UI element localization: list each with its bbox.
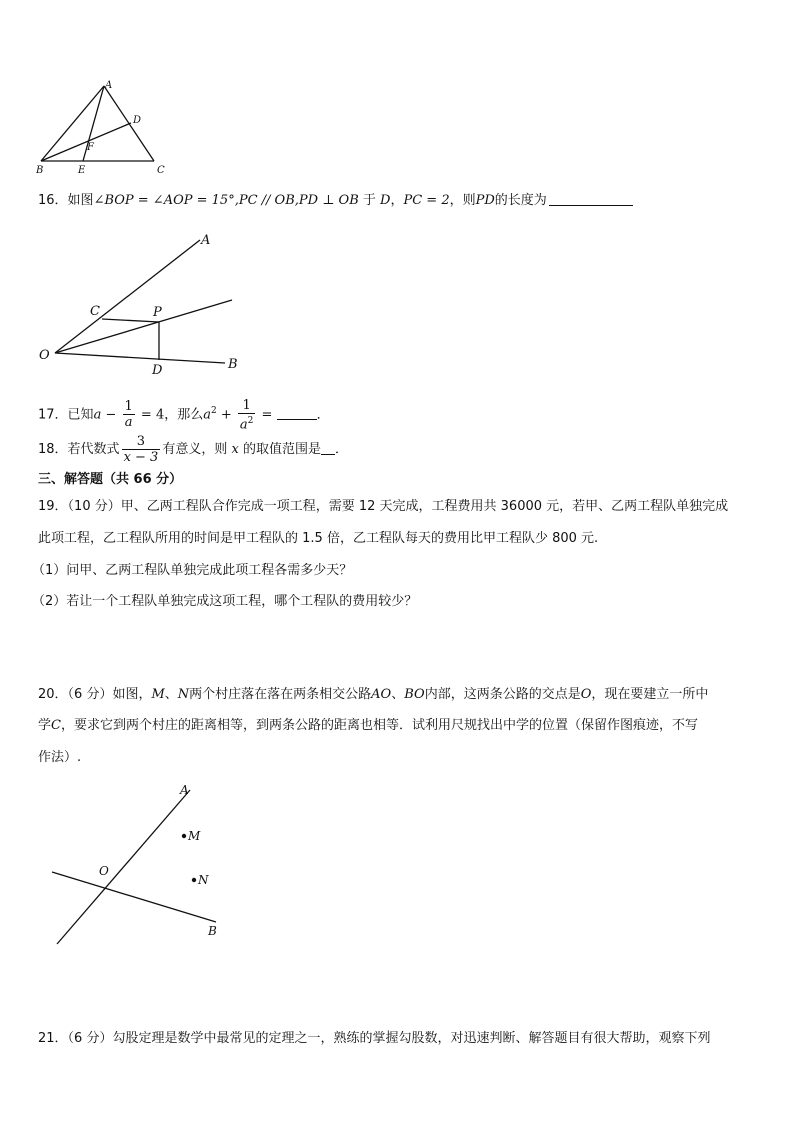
q20-text: 20．（6 分）如图， — [38, 687, 152, 702]
fig20-label-b: B — [208, 924, 217, 938]
q20-var-ao: AO — [371, 687, 392, 702]
q17-text: ，那么 — [164, 407, 204, 423]
fig20-label-o: O — [99, 864, 109, 878]
figure-angle-bisector — [30, 228, 250, 380]
q17-number: 17． — [38, 407, 68, 423]
q17-end: ． — [316, 407, 330, 423]
q16-text: 如图 — [67, 193, 94, 208]
q17-var-a: a — [239, 416, 248, 432]
figure-triangle-abc — [30, 78, 180, 176]
q18-text: 若代数式 — [67, 442, 120, 457]
section-heading-3: 三、解答题（共 66 分） — [38, 472, 183, 487]
q18-end: ． — [334, 442, 348, 457]
q18-text: 的取值范围是 — [238, 442, 321, 457]
fig15-label-c: C — [157, 165, 165, 176]
q20-var-bo: BO — [404, 687, 425, 702]
question-18 — [38, 432, 348, 468]
question-19-line-1: 19．（10 分）甲、乙两工程队合作完成一项工程，需要 12 天完成，工程费用共 36000 元，若甲、乙两工程队单独完成 — [38, 499, 729, 514]
q20-text: ，现在要建立一所中 — [591, 687, 709, 702]
q18-var-x: x — [231, 442, 239, 457]
question-19-sub-2: （2）若让一个工程队单独完成这项工程，哪个工程队的费用较少？ — [32, 594, 418, 609]
fig15-label-e: E — [78, 165, 86, 176]
q17-eq: = 4 — [136, 407, 165, 423]
q17-frac-num: 1 — [242, 397, 251, 413]
q18-frac-num: 3 — [136, 434, 146, 449]
q17-fraction-1 — [123, 399, 135, 430]
q20-var-o: O — [580, 687, 592, 702]
fig20-label-a: A — [180, 783, 189, 797]
fig16-label-p: P — [153, 305, 162, 320]
q20-text: 学 — [38, 718, 52, 733]
q20-text: 、 — [391, 687, 405, 702]
fig16-label-d: D — [152, 363, 163, 378]
q16-answer-blank[interactable] — [549, 191, 633, 206]
question-19-line-2: 此项工程，乙工程队所用的时间是甲工程队的 1.5 倍，乙工程队每天的费用比甲工程队少 800 元. — [38, 531, 599, 546]
fig16-label-a: A — [201, 233, 211, 248]
question-16 — [38, 191, 633, 211]
q20-var-n: N — [177, 687, 190, 702]
q16-math-pd: PD — [475, 193, 495, 208]
q16-math-angles: ∠BOP = ∠AOP = 15°,PC // OB,PD ⊥ OB — [93, 193, 359, 208]
fig15-label-b: B — [36, 165, 44, 176]
figure-two-roads — [44, 778, 234, 950]
q17-var-a: a — [93, 407, 102, 423]
q16-number: 16． — [38, 193, 68, 208]
q20-text: 、 — [164, 687, 178, 702]
q17-fraction-2 — [238, 398, 256, 432]
q17-op: − — [101, 407, 121, 423]
question-20-line-3: 作法）. — [38, 750, 82, 765]
q16-math-d: D — [380, 193, 391, 208]
q17-exp: 2 — [247, 415, 254, 426]
fig15-label-f: F — [87, 142, 94, 153]
question-20-line-1 — [38, 685, 708, 705]
question-20-line-2 — [38, 716, 698, 736]
fig20-label-n: N — [198, 873, 209, 887]
q17-answer-blank[interactable] — [277, 405, 317, 420]
question-19-sub-1: （1）问甲、乙两工程队单独完成此项工程各需多少天？ — [32, 563, 353, 578]
q16-text: ，则 — [449, 193, 476, 208]
q20-text: ，要求它到两个村庄的距离相等，到两条公路的距离也相等．试利用尺规找出中学的位置（保留作图痕迹，不写 — [60, 718, 698, 733]
q17-var-a: a — [203, 407, 211, 423]
q18-fraction — [122, 434, 161, 465]
fig16-label-c: C — [90, 304, 100, 319]
q16-text: 的长度为 — [494, 193, 547, 208]
q18-number: 18． — [38, 442, 68, 457]
q17-eq: = — [257, 407, 277, 423]
q20-var-m: M — [151, 687, 165, 702]
q17-exp: 2 — [211, 406, 217, 416]
fig15-label-a: A — [105, 80, 113, 91]
q20-var-c: C — [51, 718, 61, 733]
q20-text: 两个村庄落在落在两条相交公路 — [189, 687, 372, 702]
q16-text: 于 — [358, 193, 381, 208]
q17-frac-den: a — [123, 414, 135, 430]
question-17 — [38, 393, 330, 433]
q17-frac-den — [238, 413, 256, 432]
fig16-label-b: B — [228, 357, 238, 372]
fig16-label-o: O — [39, 348, 50, 363]
question-21-line-1: 21．（6 分）勾股定理是数学中最常见的定理之一，熟练的掌握勾股数，对迅速判断、解答题目有很大帮助，观察下列 — [38, 1031, 711, 1046]
q18-text: 有意义，则 — [162, 442, 232, 457]
q18-frac-den: x − 3 — [123, 450, 159, 465]
q18-answer-blank[interactable] — [321, 440, 335, 455]
q17-op: + — [216, 407, 236, 423]
fig15-label-d: D — [133, 115, 142, 126]
q17-frac-num: 1 — [124, 399, 133, 415]
fig20-label-m: M — [188, 829, 201, 843]
q17-text: 已知 — [67, 407, 94, 423]
q16-text: ， — [390, 193, 404, 208]
q20-text: 内部，这两条公路的交点是 — [424, 687, 581, 702]
q16-math-pc: PC = 2 — [403, 193, 450, 208]
